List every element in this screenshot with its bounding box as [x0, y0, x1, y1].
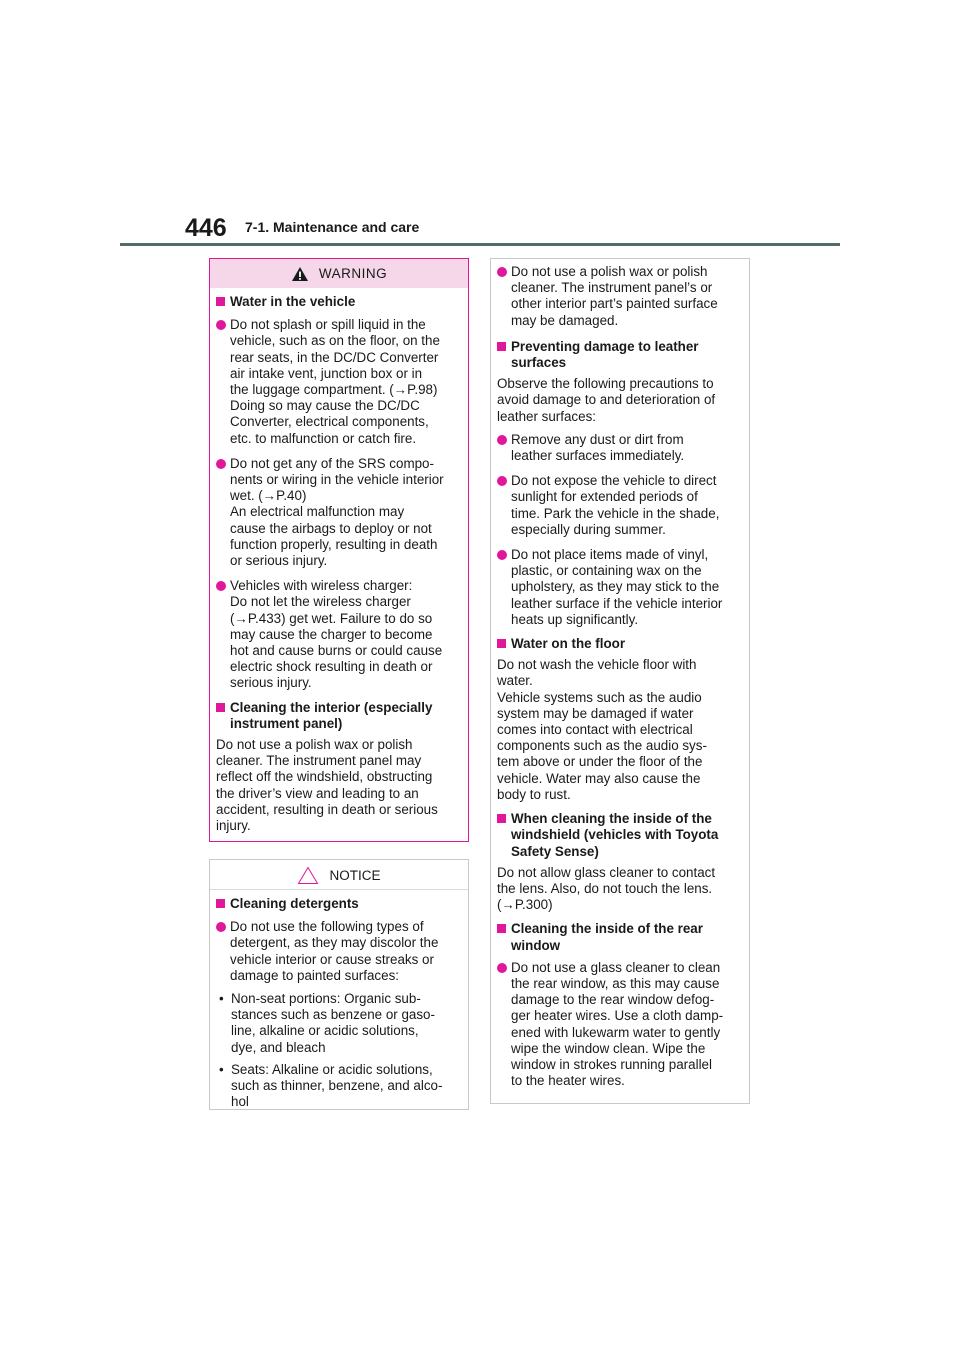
section-heading: Cleaning detergents — [216, 896, 462, 912]
list-item: Do not use a polish wax or polish cleaner. The instrument panel’s or other interior part’s painted surface may be damaged. — [497, 264, 743, 329]
notice-continued-box — [490, 258, 750, 1104]
notice-title: NOTICE — [329, 867, 381, 883]
square-bullet-icon — [497, 342, 506, 351]
section-heading: Cleaning the interior (especially instrument panel) — [216, 700, 462, 732]
square-bullet-icon — [497, 639, 506, 648]
list-item: Do not use the following types of detergent, as they may discolor the vehicle interior or cause streaks or damage to painted surfaces: — [216, 919, 462, 984]
circle-bullet-icon — [216, 320, 226, 330]
notice-triangle-icon — [297, 866, 319, 885]
square-bullet-icon — [216, 297, 225, 306]
list-item: Do not splash or spill liquid in the vehicle, such as on the floor, on the rear seats, in the DC/DC Converter air intake vent, junction box or in the luggage compartment. (→P.98) Doing so may cause the DC/DC Converter, electrical components, etc. to malfunction or catch fire. — [216, 317, 462, 447]
circle-bullet-icon — [497, 963, 507, 973]
circle-bullet-icon — [497, 476, 507, 486]
circle-bullet-icon — [497, 435, 507, 445]
section-heading: Water in the vehicle — [216, 294, 462, 310]
list-item: Vehicles with wireless charger: Do not let the wireless charger (→P.433) get wet. Failure to do so may cause the charger to become hot and cause burns or could cause electric shock resulting in death or serious injury. — [216, 578, 462, 691]
square-bullet-icon — [216, 899, 225, 908]
section-heading: Water on the floor — [497, 636, 743, 652]
section-title: 7-1. Maintenance and care — [245, 219, 420, 235]
section-heading: Preventing damage to leather surfaces — [497, 339, 743, 371]
sub-list-item: • Non-seat portions: Organic sub- stances such as benzene or gaso- line, alkaline or acidic solutions, dye, and bleach — [219, 991, 435, 1055]
circle-bullet-icon — [216, 922, 226, 932]
square-bullet-icon — [216, 703, 225, 712]
paragraph: Do not wash the vehicle floor with water. Vehicle systems such as the audio system may be damaged if water comes into contact with electrical components such as the audio sys- tem above or under the floor of the vehicle. Water may also cause the body to rust. — [497, 657, 707, 802]
section-heading: Cleaning the inside of the rear window — [497, 921, 743, 953]
paragraph: Observe the following precautions to avoid damage to and deterioration of leather surfaces: — [497, 376, 716, 424]
warning-header — [210, 259, 468, 288]
notice-box — [209, 859, 469, 1110]
paragraph: Do not allow glass cleaner to contact the lens. Also, do not touch the lens. (→P.300) — [497, 864, 716, 913]
circle-bullet-icon — [216, 459, 226, 469]
square-bullet-icon — [497, 814, 506, 823]
notice-header — [210, 861, 468, 890]
list-item: Remove any dust or dirt from leather surfaces immediately. — [497, 432, 743, 464]
list-item: Do not use a glass cleaner to clean the rear window, as this may cause damage to the rear window defog- ger heater wires. Use a cloth damp- ened with lukewarm water to gently wipe the window clean. Wipe the window in strokes running parallel to the heater wires. — [497, 960, 743, 1090]
paragraph: Do not use a polish wax or polish cleaner. The instrument panel may reflect off the windshield, obstructing the driver’s view and leading to an accident, resulting in death or serious injury. — [216, 737, 438, 834]
warning-title: WARNING — [318, 266, 388, 281]
header-rule — [120, 243, 840, 246]
circle-bullet-icon — [497, 267, 507, 277]
warning-triangle-icon — [291, 266, 309, 282]
list-item: Do not place items made of vinyl, plastic, or containing wax on the upholstery, as they may stick to the leather surface if the vehicle interior heats up significantly. — [497, 547, 743, 628]
circle-bullet-icon — [497, 550, 507, 560]
circle-bullet-icon — [216, 581, 226, 591]
warning-box — [209, 258, 469, 842]
square-bullet-icon — [497, 924, 506, 933]
list-item: Do not expose the vehicle to direct sunlight for extended periods of time. Park the vehicle in the shade, especially during summer. — [497, 473, 743, 538]
page-number: 446 — [185, 214, 227, 242]
list-item: Do not get any of the SRS compo- nents or wiring in the vehicle interior wet. (→P.40) An electrical malfunction may cause the airbags to deploy or not function properly, resulting in death or serious injury. — [216, 456, 462, 569]
section-heading: When cleaning the inside of the windshield (vehicles with Toyota Safety Sense) — [497, 811, 743, 860]
sub-list-item: • Seats: Alkaline or acidic solutions, such as thinner, benzene, and alco- hol — [219, 1061, 443, 1110]
